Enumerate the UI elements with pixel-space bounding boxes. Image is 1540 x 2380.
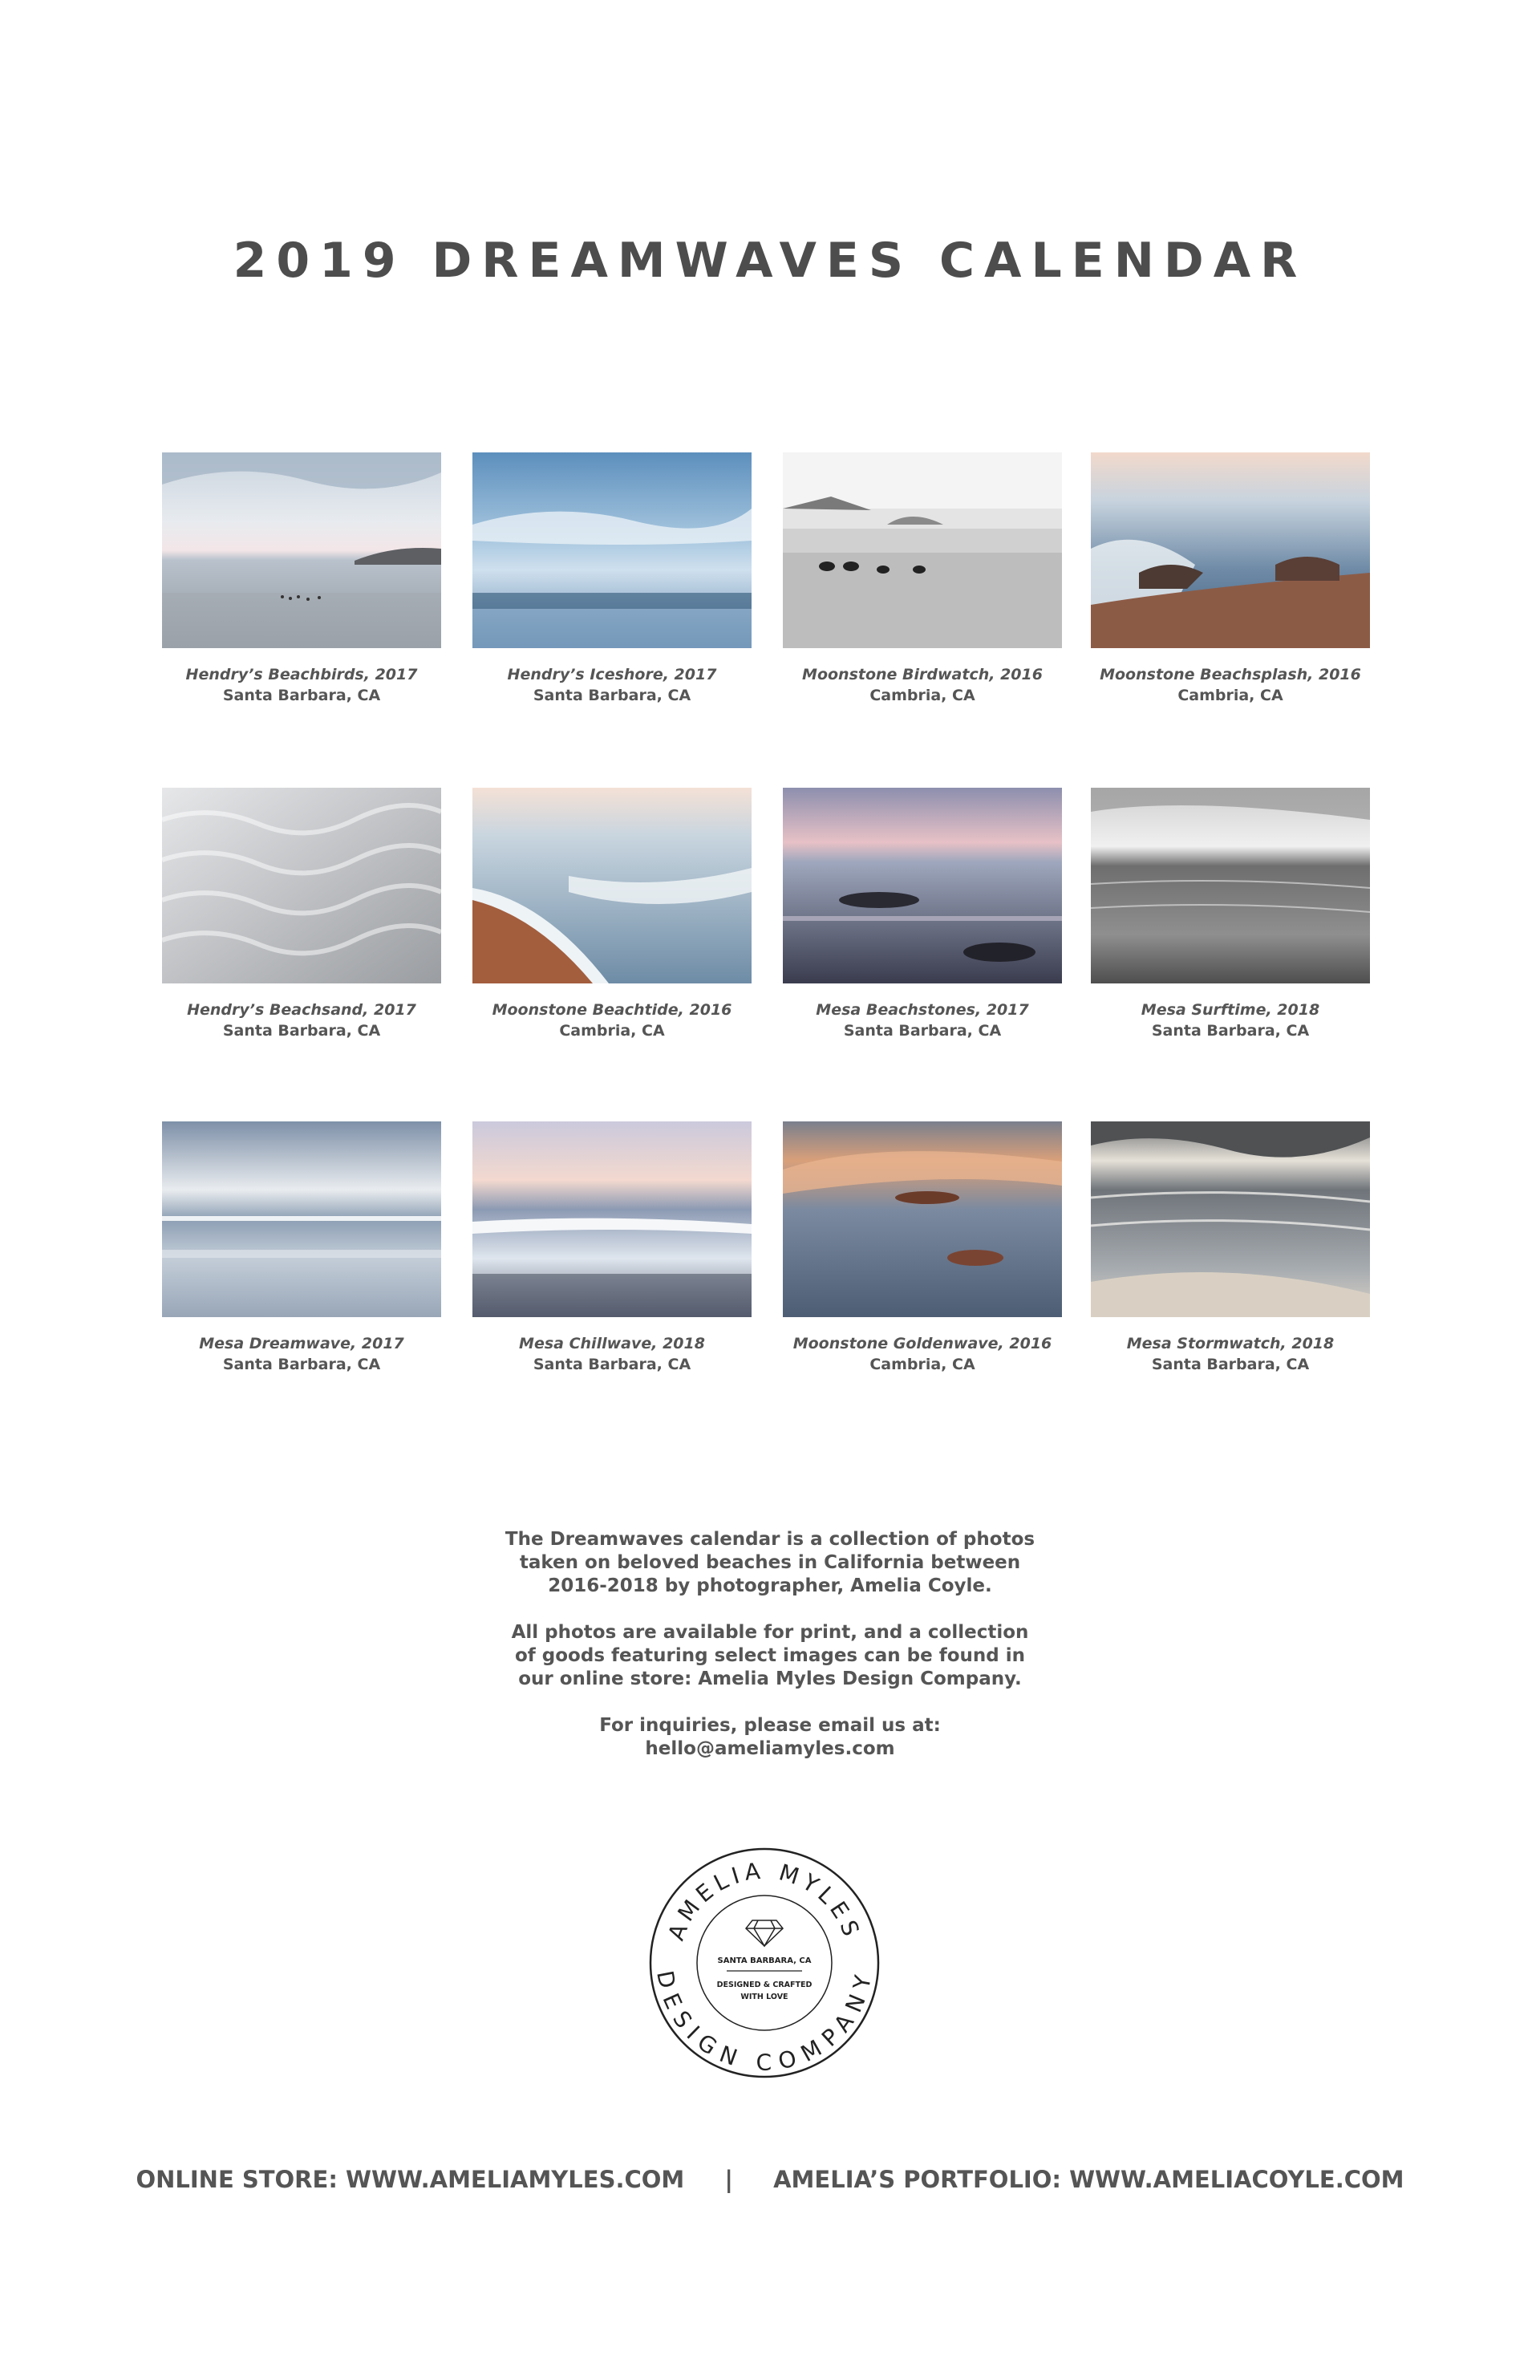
photo-location: Santa Barbara, CA bbox=[1151, 1356, 1310, 1373]
description bbox=[449, 1528, 1091, 1784]
description-paragraph-3 bbox=[449, 1714, 1091, 1761]
photo-caption: Moonstone Beachsplash, 2016 bbox=[1100, 666, 1361, 683]
photo-location: Santa Barbara, CA bbox=[222, 687, 381, 704]
description-line: 2016-2018 by photographer, Amelia Coyle. bbox=[548, 1575, 992, 1596]
photo-card bbox=[1091, 1121, 1370, 1373]
photo-card bbox=[783, 1121, 1062, 1373]
portfolio-link[interactable]: AMELIA’S PORTFOLIO: WWW.AMELIACOYLE.COM bbox=[773, 2166, 1404, 2193]
photo-caption: Mesa Chillwave, 2018 bbox=[519, 1335, 705, 1352]
photo-mesa-beachstones bbox=[783, 788, 1062, 983]
photo-moonstone-birdwatch bbox=[783, 452, 1062, 648]
photo-caption: Mesa Dreamwave, 2017 bbox=[199, 1335, 404, 1352]
photo-card bbox=[1091, 452, 1370, 704]
footer bbox=[0, 2166, 1540, 2193]
photo-location: Cambria, CA bbox=[869, 687, 975, 704]
photo-caption: Mesa Beachstones, 2017 bbox=[816, 1001, 1029, 1019]
photo-mesa-stormwatch bbox=[1091, 1121, 1370, 1317]
description-line: our online store: Amelia Myles Design Company. bbox=[518, 1668, 1022, 1689]
description-line: of goods featuring select images can be found in bbox=[514, 1645, 1026, 1666]
photo-card bbox=[162, 452, 441, 704]
photo-mesa-dreamwave bbox=[162, 1121, 441, 1317]
footer-separator: | bbox=[724, 2166, 733, 2193]
description-line: The Dreamwaves calendar is a collection of photos bbox=[505, 1529, 1035, 1550]
photo-mesa-chillwave bbox=[472, 1121, 752, 1317]
photo-caption: Moonstone Beachtide, 2016 bbox=[492, 1001, 732, 1019]
logo-tagline: DESIGNED & CRAFTED bbox=[716, 1981, 813, 1989]
photo-caption: Mesa Surftime, 2018 bbox=[1141, 1001, 1320, 1019]
photo-caption: Hendry’s Beachbirds, 2017 bbox=[185, 666, 418, 683]
description-line: For inquiries, please email us at: bbox=[599, 1715, 941, 1736]
photo-location: Santa Barbara, CA bbox=[222, 1356, 381, 1373]
photo-card bbox=[783, 452, 1062, 704]
photo-caption: Mesa Stormwatch, 2018 bbox=[1126, 1335, 1335, 1352]
photo-card bbox=[472, 1121, 752, 1373]
photo-moonstone-beachtide bbox=[472, 788, 752, 983]
photo-hendrys-beachbirds bbox=[162, 452, 441, 648]
photo-location: Cambria, CA bbox=[869, 1356, 975, 1373]
photo-caption: Moonstone Goldenwave, 2016 bbox=[792, 1335, 1052, 1352]
photo-mesa-surftime bbox=[1091, 788, 1370, 983]
photo-card bbox=[472, 788, 752, 1040]
logo-bottom-arc: DESIGN COMPANY bbox=[651, 1968, 877, 2076]
photo-moonstone-goldenwave bbox=[783, 1121, 1062, 1317]
photo-location: Santa Barbara, CA bbox=[533, 1356, 691, 1373]
svg-text:AMELIA MYLES bbox=[663, 1857, 865, 1944]
photo-moonstone-beachsplash bbox=[1091, 452, 1370, 648]
photo-card bbox=[162, 788, 441, 1040]
logo-top-arc: AMELIA MYLES bbox=[663, 1857, 866, 1944]
description-paragraph-1 bbox=[449, 1528, 1091, 1598]
logo-tagline: WITH LOVE bbox=[740, 1993, 788, 2001]
photo-location: Santa Barbara, CA bbox=[533, 687, 691, 704]
photo-location: Santa Barbara, CA bbox=[843, 1022, 1002, 1040]
amelia-myles-logo bbox=[648, 1847, 881, 2079]
photo-card bbox=[1091, 788, 1370, 1040]
contact-email[interactable]: hello@ameliamyles.com bbox=[645, 1738, 895, 1759]
photo-card bbox=[783, 788, 1062, 1040]
description-paragraph-2 bbox=[449, 1621, 1091, 1691]
photo-caption: Hendry’s Iceshore, 2017 bbox=[507, 666, 717, 683]
diamond-icon bbox=[746, 1920, 783, 1946]
photo-location: Cambria, CA bbox=[1177, 687, 1283, 704]
photo-hendrys-iceshore bbox=[472, 452, 752, 648]
photo-card bbox=[162, 1121, 441, 1373]
online-store-link[interactable]: ONLINE STORE: WWW.AMELIAMYLES.COM bbox=[136, 2166, 685, 2193]
photo-card bbox=[472, 452, 752, 704]
description-line: All photos are available for print, and a collection bbox=[511, 1622, 1029, 1643]
photo-location: Cambria, CA bbox=[559, 1022, 665, 1040]
photo-location: Santa Barbara, CA bbox=[1151, 1022, 1310, 1040]
description-line: taken on beloved beaches in California between bbox=[519, 1552, 1021, 1573]
page-title: 2019 DREAMWAVES CALENDAR bbox=[233, 233, 1307, 289]
photo-caption: Moonstone Birdwatch, 2016 bbox=[802, 666, 1043, 683]
photo-hendrys-beachsand bbox=[162, 788, 441, 983]
logo-location: SANTA BARBARA, CA bbox=[717, 1956, 812, 1965]
photo-location: Santa Barbara, CA bbox=[222, 1022, 381, 1040]
photo-caption: Hendry’s Beachsand, 2017 bbox=[187, 1001, 416, 1019]
